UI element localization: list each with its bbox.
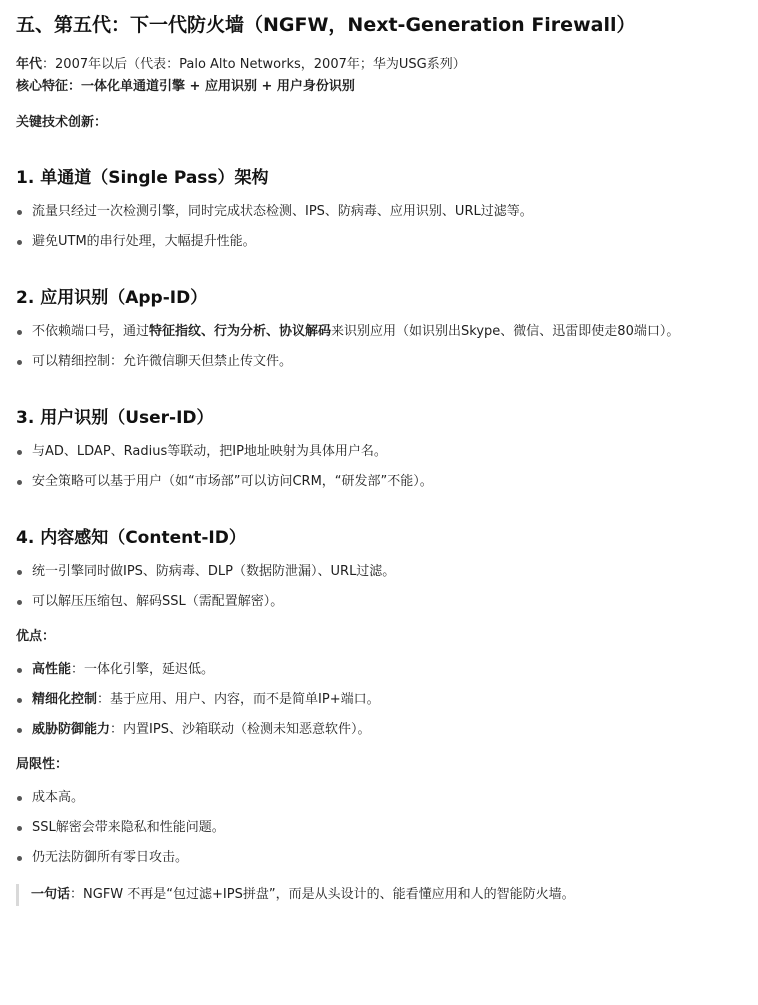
era-value: 2007年以后（代表：Palo Alto Networks，2007年；华为USG系列） <box>55 57 466 72</box>
bold-text: 特征指纹、行为分析、协议解码 <box>149 324 332 339</box>
text-after: 来识别应用（如识别出Skype、微信、迅雷即使走80端口）。 <box>331 324 680 339</box>
section-title-content-id: 4. 内容感知（Content-ID） <box>16 528 246 548</box>
era-sep: ： <box>42 57 56 72</box>
list-item: 流量只经过一次检测引擎，同时完成状态检测、IPS、防病毒、应用识别、URL过滤等。 <box>16 200 742 224</box>
item-text: ：基于应用、用户、内容，而不是简单IP+端口。 <box>97 692 380 707</box>
section-title-user-id: 3. 用户识别（User-ID） <box>16 408 214 428</box>
core-line <box>16 76 742 98</box>
item-text: ：内置IPS、沙箱联动（检测未知恶意软件）。 <box>110 722 371 737</box>
section-list-single-pass <box>16 200 742 254</box>
list-item: 与AD、LDAP、Radius等联动，把IP地址映射为具体用户名。 <box>16 440 742 464</box>
list-item <box>16 688 742 712</box>
list-item <box>16 658 742 682</box>
summary-label: 一句话 <box>31 887 71 902</box>
list-item: 统一引擎同时做IPS、防病毒、DLP（数据防泄漏）、URL过滤。 <box>16 560 742 584</box>
pros-label: 优点： <box>16 629 56 644</box>
section-list-user-id <box>16 440 742 494</box>
summary-text: ：NGFW 不再是“包过滤+IPS拼盘”，而是从头设计的、能看懂应用和人的智能防火墙。 <box>70 887 575 902</box>
innovations-label: 关键技术创新： <box>16 115 108 130</box>
section-title-app-id: 2. 应用识别（App-ID） <box>16 288 208 308</box>
era-label: 年代 <box>16 57 43 72</box>
bold-text: 高性能 <box>32 662 72 677</box>
document <box>16 10 742 906</box>
list-item <box>16 320 742 344</box>
list-item: 仍无法防御所有零日攻击。 <box>16 846 742 870</box>
summary-quote <box>16 884 742 906</box>
cons-list <box>16 786 742 870</box>
list-item: 避免UTM的串行处理，大幅提升性能。 <box>16 230 742 254</box>
pros-list <box>16 658 742 742</box>
era-line <box>16 54 742 76</box>
section-list-app-id <box>16 320 742 374</box>
section-title-single-pass: 1. 单通道（Single Pass）架构 <box>16 168 269 188</box>
list-item: SSL解密会带来隐私和性能问题。 <box>16 816 742 840</box>
page-title: 五、第五代：下一代防火墙（NGFW，Next-Generation Firewall） <box>16 14 636 36</box>
section-list-content-id <box>16 560 742 614</box>
bold-text: 精细化控制 <box>32 692 98 707</box>
list-item <box>16 718 742 742</box>
cons-label: 局限性： <box>16 757 69 772</box>
list-item: 可以精细控制：允许微信聊天但禁止传文件。 <box>16 350 742 374</box>
bold-text: 威胁防御能力 <box>32 722 111 737</box>
item-text: ：一体化引擎，延迟低。 <box>71 662 215 677</box>
list-item: 可以解压压缩包、解码SSL（需配置解密）。 <box>16 590 742 614</box>
list-item: 安全策略可以基于用户（如“市场部”可以访问CRM，“研发部”不能）。 <box>16 470 742 494</box>
text-before: 不依赖端口号，通过 <box>32 324 150 339</box>
core-label: 核心特征：一体化单通道引擎 + 应用识别 + 用户身份识别 <box>16 79 355 94</box>
list-item: 成本高。 <box>16 786 742 810</box>
